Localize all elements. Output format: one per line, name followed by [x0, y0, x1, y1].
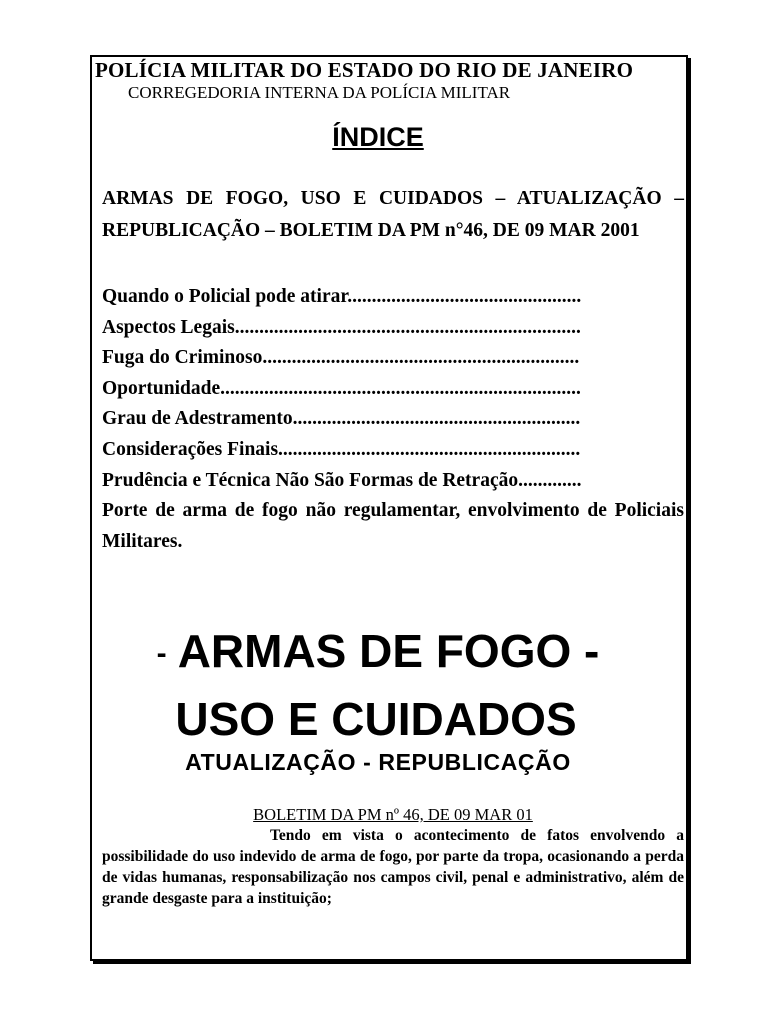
body-paragraph: Tendo em vista o acontecimento de fatos envolvendo a possibilidade do uso indevido de arma de fogo, por parte da tropa, ocasionando a perda de vidas humanas, responsabilização nos campos civil, penal e administrativo, além de grande desgaste para a instituição;: [102, 827, 684, 907]
toc-entry: Considerações Finais..............................................................: [102, 438, 581, 460]
title-line1-text: ARMAS DE FOGO -: [177, 625, 600, 677]
toc-entry: Aspectos Legais.......................................................................: [102, 316, 581, 338]
index-intro: ARMAS DE FOGO, USO E CUIDADOS – ATUALIZAÇÃO – REPUBLICAÇÃO – BOLETIM DA PM n°46, DE 09 MAR 2001: [102, 188, 684, 241]
index-title: ÍNDICE: [332, 122, 424, 152]
section-title-line1: [0, 624, 756, 678]
title-dash: -: [156, 637, 167, 670]
section-subtitle: ATUALIZAÇÃO - REPUBLICAÇÃO: [185, 749, 571, 775]
institution-header: POLÍCIA MILITAR DO ESTADO DO RIO DE JANEIRO: [95, 58, 634, 82]
toc-entry: Grau de Adestramento...........................................................: [102, 408, 581, 430]
toc-entry: Porte de arma de fogo não regulamentar, envolvimento de Policiais Militares.: [102, 500, 684, 552]
toc-entry: Prudência e Técnica Não São Formas de Retração.............: [102, 469, 582, 491]
toc-entry: Fuga do Criminoso.................................................................: [102, 347, 580, 369]
toc-entry: Quando o Policial pode atirar................................................: [102, 286, 582, 307]
table-of-contents: [102, 282, 684, 557]
section-title-line2: USO E CUIDADOS: [175, 693, 577, 745]
bulletin-reference: BOLETIM DA PM nº 46, DE 09 MAR 01: [253, 805, 533, 824]
department-header: CORREGEDORIA INTERNA DA POLÍCIA MILITAR: [128, 83, 511, 102]
toc-entry: Oportunidade..........................................................................: [102, 377, 581, 399]
